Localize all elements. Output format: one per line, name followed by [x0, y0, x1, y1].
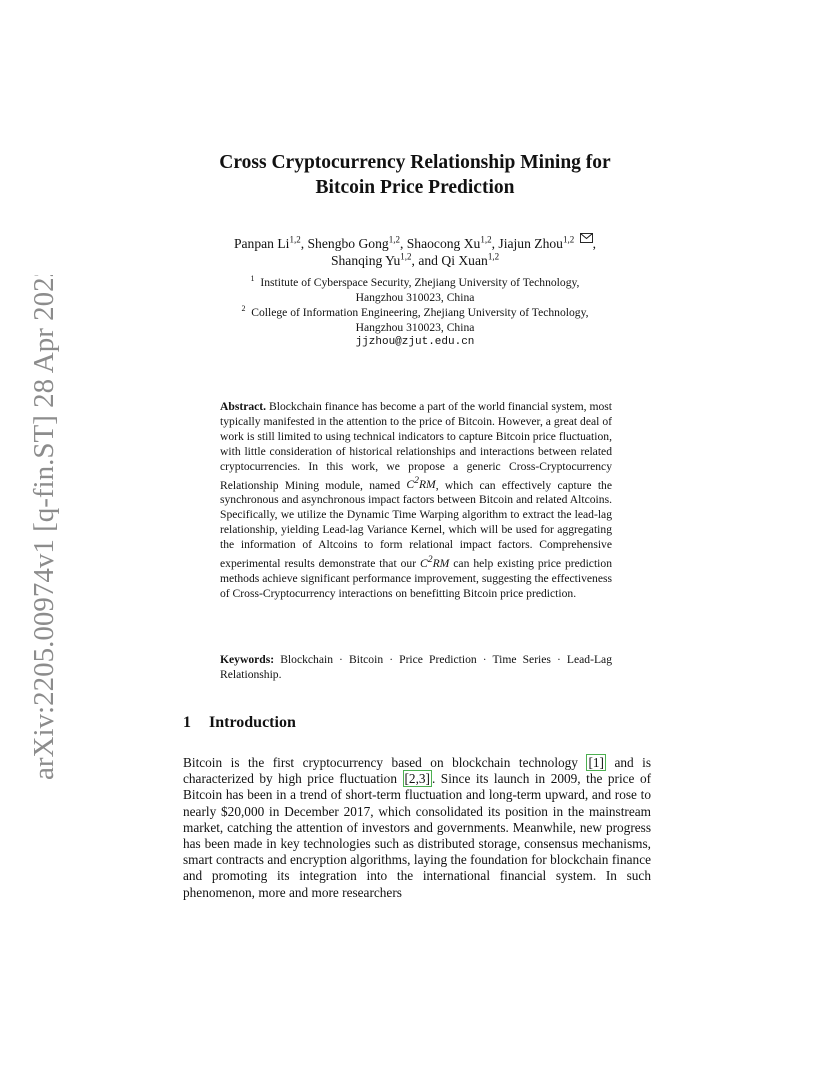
affiliations [170, 275, 660, 350]
arxiv-identifier-stamp [20, 275, 62, 785]
author-4: Jiajun Zhou [498, 236, 563, 251]
section-heading-introduction [183, 714, 296, 732]
author-1: Panpan Li [233, 236, 290, 251]
author-5-affil: 1,2 [400, 251, 412, 262]
intro-text-3: . Since its launch in 2009, the price of Bitcoin has been in a trend of short-term fluctuation and long-term upward, and rose to nearly $20,000 in December 2017, which consolidated its position in the mainstream market, catching the attention of investors and governments. Meanwhile, new progress has been made in key technologies such as distributed storage, consensus mechanisms, smart contracts and encryption algorithms, laying the foundation for blockchain finance and promoting its integration into the international financial system. In such phenomenon, more and more researchers [183, 771, 652, 900]
author-list: Panpan Li$^{1,2}$, Shengbo Gong$^{1,2}$, Shaocong Xu$^{1,2}$, Jiajun Zhou$^{1,2}$ , Shanqing Yu$^{1,2}$, and Qi Xuan$^{1,2}$ [170, 230, 660, 269]
author-4-affil: 1,2 [562, 234, 575, 245]
affiliation-2-line-1: $^2$ College of Information Engineering, Zhejiang University of Technology, [241, 304, 589, 319]
citation-link-2[interactable]: [2,3] [404, 771, 430, 787]
author-2: Shengbo Gong [307, 236, 389, 251]
module-name: $C^2RM$ [406, 475, 436, 492]
author-6: Qi Xuan [441, 253, 488, 268]
affiliation-2-line-2: Hangzhou 310023, China [355, 321, 475, 334]
author-1-affil: 1,2 [289, 234, 301, 245]
abstract-text-1: Blockchain finance has become a part of the world financial system, most typically manifested in the attention to the price of Bitcoin. However, a great deal of work is still limited to using technical indicators to capture Bitcoin price fluctuation, with little consideration of historical relationships and interactions between related cryptocurrencies. In this work, we propose a generic Cross-Cryptocurrency Relationship Mining module, named [220, 400, 612, 492]
arxiv-stamp-svg [20, 275, 62, 785]
intro-text-2: and is characterized by high price fluctuation [183, 755, 651, 787]
title-line-2: Bitcoin Price Prediction [315, 177, 515, 198]
envelope-icon [580, 230, 593, 240]
affiliation-1-line-2: Hangzhou 310023, China [355, 291, 475, 304]
author-2-affil: 1,2 [388, 234, 400, 245]
abstract-label: Abstract. [220, 400, 267, 413]
abstract-text-3: can help existing price prediction methods achieve significant performance improvement, suggesting the effectiveness of Cross-Cryptocurrency interactions on benefitting Bitcoin price prediction. [220, 556, 612, 600]
title-line-1: Cross Cryptocurrency Relationship Mining for [219, 152, 611, 173]
section-number: 1 [183, 714, 191, 731]
module-name-2: $C^2RM$ [420, 553, 450, 570]
introduction-paragraph [183, 755, 651, 901]
affiliation-1-line-1: $^1$ Institute of Cyberspace Security, Zhejiang University of Technology, [250, 274, 580, 289]
keywords-label: Keywords: [220, 653, 275, 666]
abstract-text-2: which can effectively capture the synchronous and asynchronous impact factors between Bitcoin and related Altcoins. Specifically, we utilize the Dynamic Time Warping algorithm to extract the lead-lag relationship, yielding Lead-lag Variance Kernel, which will be used for aggregating the information of Altcoins to form relational impact factors. Comprehensive experimental results demonstrate that our [220, 478, 612, 570]
keywords [220, 653, 612, 683]
citation-link-1[interactable]: [1] [588, 755, 604, 770]
abstract: Abstract. Blockchain finance has become a part of the world financial system, most typically manifested in the attention to the price of Bitcoin. However, a great deal of work is still limited to using technical indicators to capture Bitcoin price fluctuation, with little consideration of historical relationships and interactions between related cryptocurrencies. In this work, we propose a generic Cross-Cryptocurrency Relationship Mining module, named $C^2RM$, which can effectively capture the synchronous and asynchronous impact factors between Bitcoin and related Altcoins. Specifically, we utilize the Dynamic Time Warping algorithm to extract the lead-lag relationship, yielding Lead-lag Variance Kernel, which will be used for aggregating the information of Altcoins to form relational impact factors. Comprehensive experimental results demonstrate that our $C^2RM$ can help existing price prediction methods achieve significant performance improvement, suggesting the effectiveness of Cross-Cryptocurrency interactions on benefitting Bitcoin price prediction. [220, 400, 612, 600]
author-5: Shanqing Yu [330, 253, 401, 268]
intro-text-1: Bitcoin is the first cryptocurrency based on blockchain technology [183, 755, 578, 770]
section-title: Introduction [209, 714, 296, 731]
author-6-affil: 1,2 [487, 251, 500, 262]
author-3: Shaocong Xu [406, 236, 481, 251]
keywords-text: Blockchain · Bitcoin · Price Prediction · Time Series · Lead-Lag Relationship. [220, 653, 612, 681]
author-3-affil: 1,2 [480, 234, 492, 245]
paper-title [170, 150, 660, 200]
arxiv-id-text: arXiv:2205.00974v1 [q-fin.ST] 28 Apr 2022 [28, 275, 60, 780]
contact-email: jjzhou@zjut.edu.cn [355, 336, 475, 348]
